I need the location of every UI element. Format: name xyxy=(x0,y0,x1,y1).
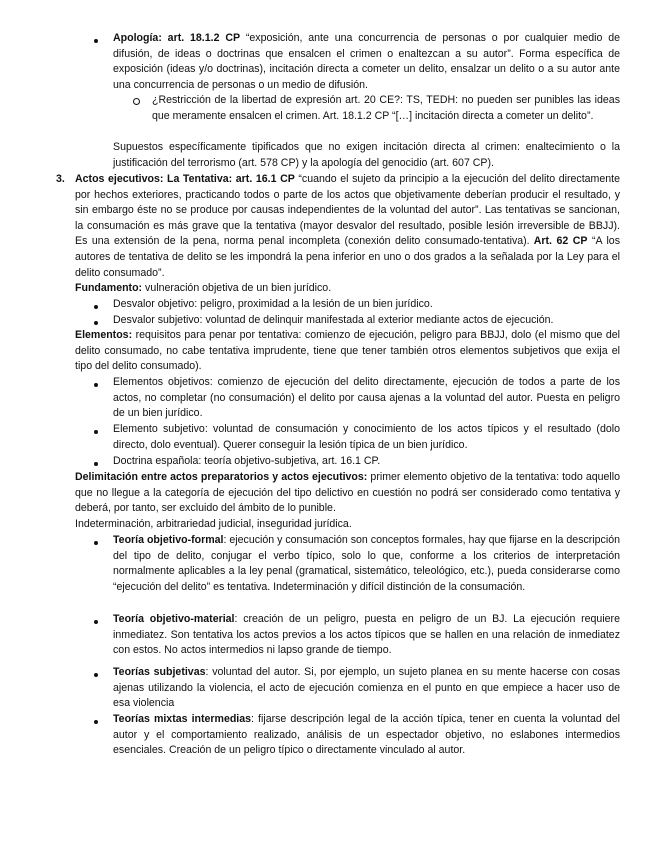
fundamento-lead: Fundamento: xyxy=(75,282,143,294)
bullet-icon xyxy=(94,620,98,624)
teoria-item xyxy=(113,712,620,759)
teoria-lead: Teorías mixtas intermedias xyxy=(113,713,252,725)
fundamento-paragraph xyxy=(75,281,620,297)
fundamento-text: vulneración objetiva de un bien jurídico. xyxy=(142,282,332,294)
teoria-lead: Teorías subjetivas xyxy=(113,666,206,678)
delimitacion-text: primer elemento objetivo de la tentativa: todo aquello que no llegue a la categoría de ejecución del tipo delictivo en cuestión no podrá ser considerado como tentativa y deberá, por tanto, ser excluido del ámbito de lo punible. xyxy=(75,471,620,515)
teoria-text: : ejecución y consumación son conceptos formales, hay que fijarse en la descripción del tipo de delito, conjugar el verbo típico, solo lo que, conforme a los criterios de interpretación normalmente aplicables a la ley penal (gramatical, sistemático, teleológico, etc.), pueda considerarse como “ejecución del delito” es tentativa. Indeterminación y difícil distinción de la consumación. xyxy=(113,534,620,593)
elementos-lead: Elementos: xyxy=(75,329,133,341)
section3-lead: Actos ejecutivos: La Tentativa: art. 16.1 CP xyxy=(75,173,295,185)
indeterminacion-text: Indeterminación, arbitrariedad judicial, inseguridad jurídica. xyxy=(75,518,352,530)
teoria-item xyxy=(113,612,620,659)
bullet-icon xyxy=(94,720,98,724)
section3-paragraph xyxy=(75,172,620,281)
delimitacion-paragraph xyxy=(75,470,620,517)
elementos-text: requisitos para penar por tentativa: comienzo de ejecución, peligro para BBJJ, dolo (el mismo que del delito consumado, no cabe tentativa imprudente, tiene que tener también otros elementos subjetivos que exija el tipo del delito consumado). xyxy=(75,329,620,373)
apologia-sub-item: ¿Restricción de la libertad de expresión art. 20 CE?: TS, TEDH: no pueden ser punibles las ideas que meramente ensalcen el crimen. Art. 18.1.2 CP “[…] incitación directa a cometer un delito”. xyxy=(152,94,620,122)
teoria-lead: Teoría objetivo-material xyxy=(113,613,235,625)
bullet-icon xyxy=(94,462,98,466)
bullet-icon xyxy=(94,383,98,387)
bullet-icon xyxy=(94,321,98,325)
bullet-icon xyxy=(94,430,98,434)
sub-bullet-icon xyxy=(133,98,140,105)
art62-text: “A los autores de tentativa de delito se les impondrá la pena inferior en uno o dos grados a la señalada por la Ley para el delito consumado”. xyxy=(75,235,620,279)
teoria-text: : fijarse descripción legal de la acción típica, tener en cuenta la voluntad del autor y el comportamiento realizado, análisis de un espectador objetivo, no eslabones intermedios esenciales. Creación de un peligro típico o directamente vinculado al autor. xyxy=(113,713,620,757)
teoria-item xyxy=(113,533,620,595)
fundamento-item: Desvalor subjetivo: voluntad de delinquir manifestada al exterior mediante actos de ejecución. xyxy=(113,314,554,326)
apologia-paragraph xyxy=(113,31,620,93)
delimitacion-lead: Delimitación entre actos preparatorios y actos ejecutivos: xyxy=(75,471,368,483)
section3-text: “cuando el sujeto da principio a la ejecución del delito directamente por hechos exteriores, practicando todos o parte de los actos que objetivamente deberían producir el resultado, y sin embargo éste no se produce por causas independientes de la voluntad del autor”. Las tentativas se sancionan, la consumación es más grave que la tentativa (mayor desvalor del resultado, posible lesión irreversible de BBJJ). Es una extensión de la pena, norma penal incompleta (conexión delito consumado-tentativa). xyxy=(75,173,620,248)
teoria-text: : voluntad del autor. Si, por ejemplo, un sujeto planea en su mente hacerse con cosas ajenas utilizando la violencia, el acto de ejecución comienza en el punto en que empiece a hacer uso de esa violencia xyxy=(113,666,621,710)
elementos-item: Elementos objetivos: comienzo de ejecución del delito directamente, ejecución de todos a parte de los actos, no completar (no consumación) el delito por causa ajenas a la voluntad del autor. Puesta en peligro de un bien jurídico. xyxy=(113,376,620,420)
apologia-lead: Apología: art. 18.1.2 CP xyxy=(113,32,241,44)
bullet-icon xyxy=(94,39,98,43)
bullet-icon xyxy=(94,305,98,309)
section-number: 3. xyxy=(56,173,65,185)
art62-lead: Art. 62 CP xyxy=(529,235,588,248)
teoria-text: : creación de un peligro, puesta en peligro de un BJ. La ejecución requiere inmediatez. Son tentativa los actos previos a los actos típicos que se hallen en una relación de inmediatez con estos. No actos intermedios ni lapso grande de tiempo. xyxy=(113,613,620,657)
apologia-text: “exposición, ante una concurrencia de personas o por cualquier medio de difusión, de ideas o doctrinas que ensalcen el crimen o enaltezcan a su autor”. Forma específica de exposición (ideas y/o doctrinas), incitación directa a cometer un delito, ensalzar un delito o a su autor ante una concurrencia de personas o un medio de difusión. xyxy=(113,32,621,91)
supuestos-paragraph: Supuestos específicamente tipificados que no exigen incitación directa al crimen: enaltecimiento o la justificación del terrorismo (art. 578 CP) y la apología del genocidio (art. 607 CP). xyxy=(113,141,620,169)
elementos-item: Doctrina española: teoría objetivo-subjetiva, art. 16.1 CP. xyxy=(113,455,381,467)
bullet-icon xyxy=(94,541,98,545)
teoria-lead: Teoría objetivo-formal xyxy=(113,534,224,546)
fundamento-item: Desvalor objetivo: peligro, proximidad a la lesión de un bien jurídico. xyxy=(113,298,433,310)
elementos-paragraph xyxy=(75,328,620,375)
teoria-item xyxy=(113,665,620,712)
bullet-icon xyxy=(94,673,98,677)
elementos-item: Elemento subjetivo: voluntad de consumación y conocimiento de los actos típicos y el resultado (dolo directo, dolo eventual). Querer conseguir la lesión típica de un bien jurídico. xyxy=(113,423,620,451)
